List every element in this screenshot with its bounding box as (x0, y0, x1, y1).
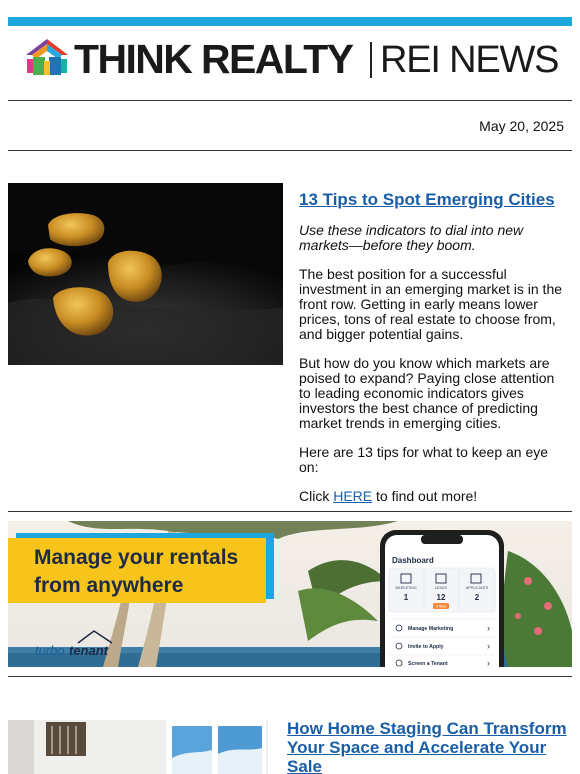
brand-separator (370, 42, 372, 78)
divider (8, 511, 572, 512)
menu-item-screen-a-tenant[interactable]: Screen a Tenant (408, 661, 448, 667)
article-paragraph: Here are 13 tips for what to keep an eye on: (299, 444, 549, 475)
house-logo-icon[interactable] (24, 37, 70, 77)
brand-subtitle: REI NEWS (380, 39, 559, 81)
issue-date: May 20, 2025 (479, 118, 564, 134)
article-paragraph: The best position for a successful investment in an emerging market is in the front row. Getting in early means lower prices, tons of real estate to choose from, and bigger potential gains. (299, 266, 563, 342)
ad-brand-prefix: turbo (35, 643, 65, 658)
stat-value-applicants: 2 (474, 593, 480, 602)
divider (8, 100, 572, 101)
cta-prefix: Click (299, 488, 334, 504)
divider (8, 150, 572, 151)
stat-label-leads: LEADS (435, 586, 447, 590)
read-more-link[interactable]: HERE (333, 488, 373, 504)
article-title-link[interactable]: 13 Tips to Spot Emerging Cities (299, 190, 555, 209)
chevron-right-icon: › (487, 641, 490, 651)
featured-article (299, 189, 567, 518)
menu-item-invite-to-apply[interactable]: Invite to Apply (408, 644, 444, 650)
menu-item-manage-marketing[interactable]: Manage Marketing (408, 626, 454, 632)
staged-living-room-image[interactable] (8, 720, 268, 774)
chevron-right-icon: › (487, 623, 490, 633)
article-paragraph: But how do you know which markets are poised to expand? Paying close attention to leading economic indicators gives investors the best chance of predicting market trends in emerging cities. (299, 355, 555, 431)
divider (8, 676, 572, 677)
accent-bar (8, 17, 572, 26)
brand-name[interactable]: THINK REALTY (74, 36, 353, 82)
gold-nuggets-image[interactable] (8, 183, 283, 365)
ad-headline-line1: Manage your rentals (34, 546, 239, 569)
stat-value-leads: 12 (436, 593, 446, 602)
ad-headline-line2: from anywhere (34, 574, 184, 597)
stat-label-marketing: MARKETING (395, 586, 417, 590)
stat-value-marketing: 1 (403, 593, 409, 602)
chevron-right-icon: › (487, 658, 490, 667)
leads-new-badge: 3 New (435, 604, 447, 609)
turbotenant-ad-banner[interactable] (8, 521, 572, 667)
ad-brand-suffix: tenant (69, 643, 108, 658)
article-cta (299, 489, 567, 504)
article-subtitle: Use these indicators to dial into new markets—before they boom. (299, 222, 524, 253)
header (8, 26, 572, 100)
dashboard-title: Dashboard (392, 556, 434, 565)
article-title-link[interactable]: How Home Staging Can Transform Your Space and Accelerate Your Sale (287, 719, 567, 774)
cta-suffix: to find out more! (372, 488, 478, 504)
stat-label-applicants: APPLICANTS (465, 586, 489, 590)
